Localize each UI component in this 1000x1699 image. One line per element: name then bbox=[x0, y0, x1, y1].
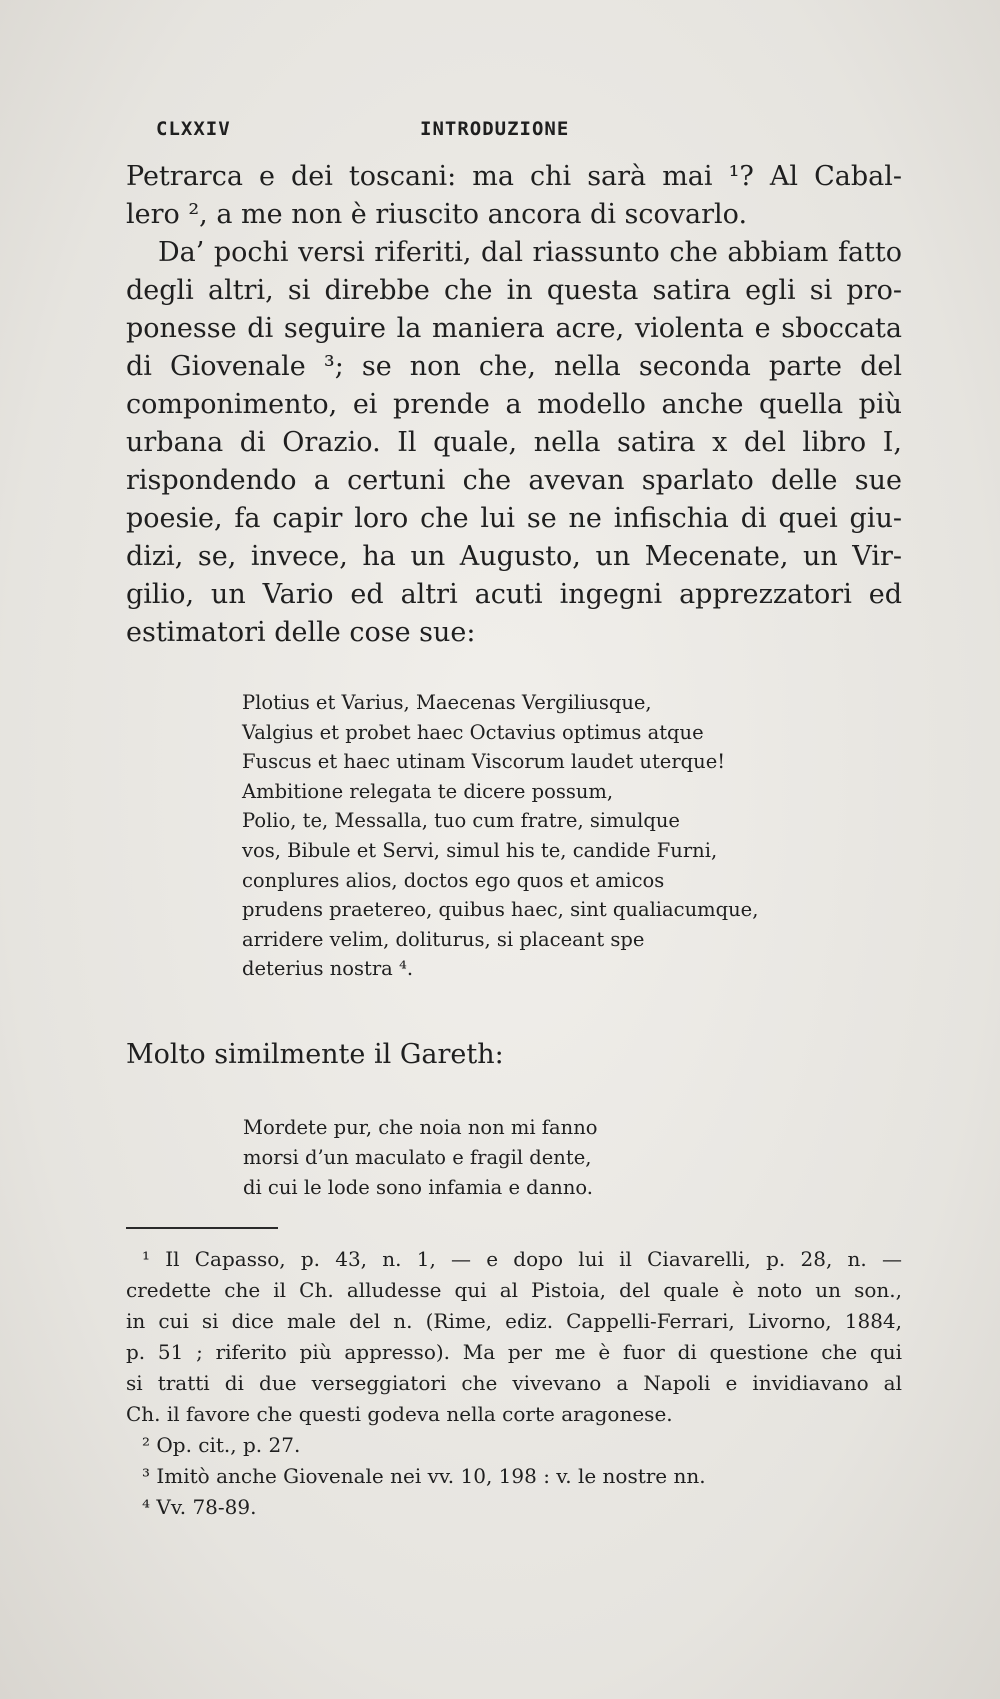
footnote-line: ² Op. cit., p. 27. bbox=[142, 1433, 301, 1457]
verse-line: deterius nostra ⁴. bbox=[242, 957, 414, 981]
text-line: urbana di Orazio. Il quale, nella satira x del libro I, bbox=[126, 427, 902, 458]
footnote-rule bbox=[126, 1227, 278, 1229]
verse-line: Polio, te, Messalla, tuo cum fratre, simulque bbox=[242, 809, 680, 833]
text-line: rispondendo a certuni che avevan sparlato delle sue bbox=[126, 465, 902, 496]
footnote-line: ³ Imitò anche Giovenale nei vv. 10, 198 : v. le nostre nn. bbox=[142, 1464, 706, 1488]
verse-line: Mordete pur, che noia non mi fanno bbox=[243, 1116, 598, 1139]
text-line: degli altri, si direbbe che in questa satira egli si pro- bbox=[126, 275, 902, 306]
page-header bbox=[156, 118, 596, 144]
running-title: INTRODUZIONE bbox=[420, 118, 570, 140]
verse-line: vos, Bibule et Servi, simul his te, candide Furni, bbox=[242, 838, 718, 862]
verse-line: prudens praetereo, quibus haec, sint qualiacumque, bbox=[242, 898, 759, 922]
text-line: Petrarca e dei toscani: ma chi sarà mai ¹? Al Cabal- bbox=[126, 161, 902, 192]
text-line: componimento, ei prende a modello anche quella più bbox=[126, 389, 902, 420]
footnote-line: in cui si dice male del n. (Rime, ediz. Cappelli-Ferrari, Livorno, 1884, bbox=[126, 1309, 902, 1333]
footnote-line: Ch. il favore che questi godeva nella corte aragonese. bbox=[126, 1402, 673, 1426]
latin-verse-quote bbox=[242, 688, 842, 984]
verse-line: di cui le lode sono infamia e danno. bbox=[243, 1176, 594, 1199]
text-line: dizi, se, invece, ha un Augusto, un Mecenate, un Vir- bbox=[126, 541, 902, 572]
main-text bbox=[126, 158, 902, 652]
text-line: poesie, fa capir loro che lui se ne infischia di quei giu- bbox=[126, 503, 902, 534]
footnote-line: credette che il Ch. alludesse qui al Pistoia, del quale è noto un son., bbox=[126, 1278, 902, 1302]
footnote-line: ⁴ Vv. 78-89. bbox=[142, 1495, 257, 1519]
footnote-line: si tratti di due verseggiatori che vivevano a Napoli e invidiavano al bbox=[126, 1371, 902, 1395]
text-line: estimatori delle cose sue: bbox=[126, 617, 476, 648]
footnote-line: p. 51 ; riferito più appresso). Ma per me è fuor di questione che qui bbox=[126, 1340, 902, 1364]
text-line: gilio, un Vario ed altri acuti ingegni apprezzatori ed bbox=[126, 579, 902, 610]
verse-line: Ambitione relegata te dicere possum, bbox=[242, 779, 614, 803]
verse-line: Plotius et Varius, Maecenas Vergiliusque, bbox=[242, 691, 652, 714]
verse-line: morsi d’un maculato e fragil dente, bbox=[243, 1146, 592, 1169]
verse-line: conplures alios, doctos ego quos et amicos bbox=[242, 868, 665, 892]
text-line: ponesse di seguire la maniera acre, violenta e sboccata bbox=[126, 313, 902, 344]
verse-line: Valgius et probet haec Octavius optimus atque bbox=[242, 720, 704, 744]
page-number: CLXXIV bbox=[156, 118, 231, 140]
text-line: Da’ pochi versi riferiti, dal riassunto che abbiam fatto bbox=[158, 237, 902, 268]
section-line: Molto similmente il Gareth: bbox=[126, 1039, 504, 1070]
text-line: di Giovenale ³; se non che, nella seconda parte del bbox=[126, 351, 902, 382]
text-line: lero ², a me non è riuscito ancora di scovarlo. bbox=[126, 199, 748, 230]
verse-line: Fuscus et haec utinam Viscorum laudet uterque! bbox=[242, 750, 726, 774]
verse-line: arridere velim, doliturus, si placeant spe bbox=[242, 927, 645, 951]
italian-verse-quote bbox=[243, 1113, 743, 1203]
footnote-line: ¹ Il Capasso, p. 43, n. 1, — e dopo lui il Ciavarelli, p. 28, n. — bbox=[142, 1247, 902, 1271]
footnotes bbox=[126, 1244, 902, 1523]
